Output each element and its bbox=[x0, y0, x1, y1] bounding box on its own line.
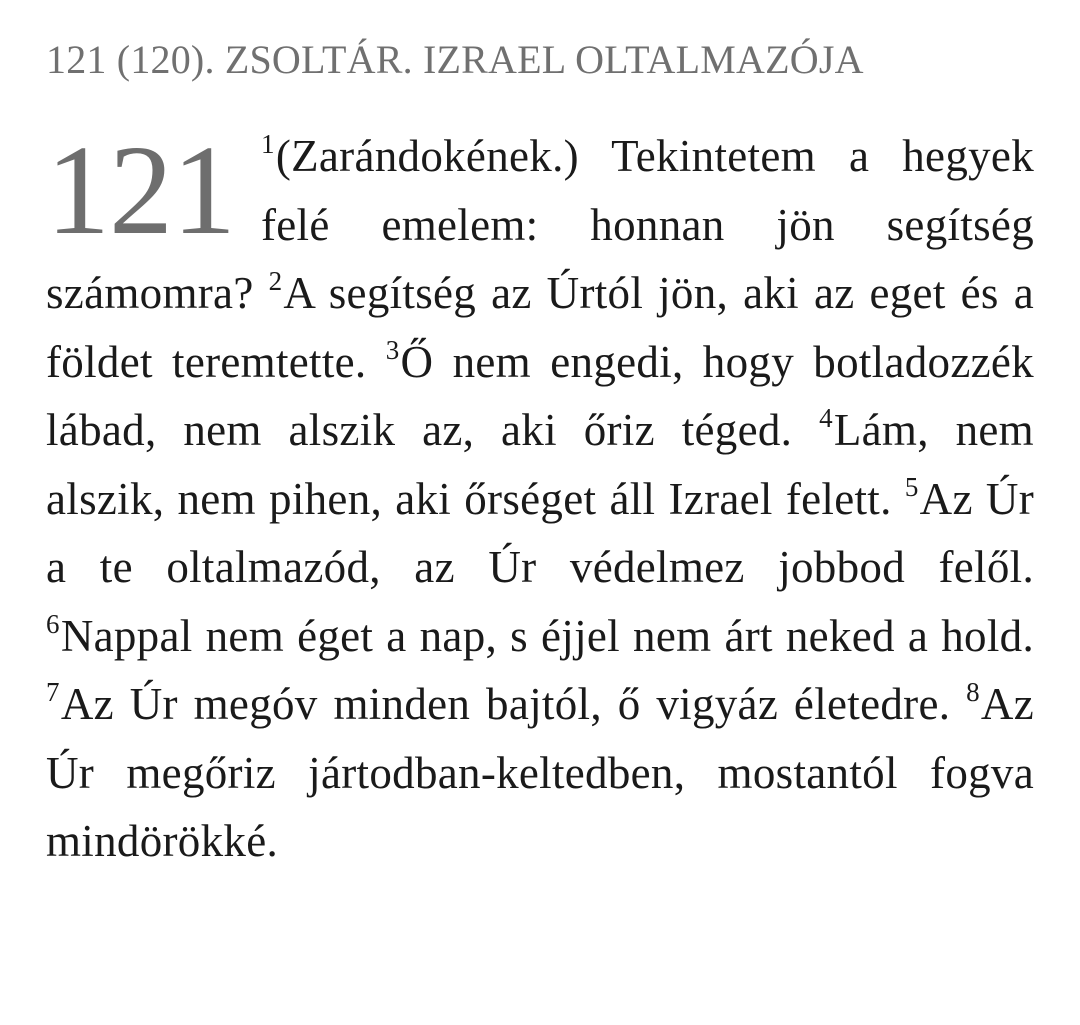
chapter-number: 121 bbox=[46, 119, 235, 261]
verse-text: Az Úr megőriz jártodban-keltedben, mostantól fogva mindörökké. bbox=[46, 679, 1034, 866]
verse-number: 4 bbox=[819, 403, 833, 433]
verse-text: Nappal nem éget a nap, s éjjel nem árt neked a hold. bbox=[60, 610, 1034, 661]
verse-number: 8 bbox=[966, 677, 980, 707]
verse-text: (Zarándokének.) Tekintetem a hegyek felé emelem: honnan jön segítség számomra? bbox=[46, 131, 1034, 318]
verse-number: 3 bbox=[385, 334, 400, 365]
verse-number: 7 bbox=[46, 677, 60, 707]
verse-text: Az Úr a te oltalmazód, az Úr védelmez jobbod felől. bbox=[46, 473, 1034, 592]
verse bbox=[46, 608, 1034, 661]
verse-number: 2 bbox=[268, 266, 283, 296]
psalm-text bbox=[46, 119, 1034, 876]
verse-number: 1 bbox=[261, 129, 275, 159]
verse-text: Ő nem engedi, hogy botladozzék lábad, nem alszik az, aki őriz téged. bbox=[46, 336, 1034, 455]
verse-text: Lám, nem alszik, nem pihen, aki őrséget áll Izrael felett. bbox=[46, 405, 1034, 524]
verse-number: 6 bbox=[46, 608, 60, 639]
verse-text: A segítség az Úrtól jön, aki az eget és a földet teremtette. bbox=[46, 268, 1034, 387]
psalm-heading: 121 (120). ZSOLTÁR. IZRAEL OLTALMAZÓJA bbox=[46, 37, 864, 82]
verse-number: 5 bbox=[904, 471, 919, 502]
verse bbox=[46, 679, 950, 729]
verse-text: Az Úr megóv minden bajtól, ő vigyáz életedre. bbox=[60, 679, 951, 729]
